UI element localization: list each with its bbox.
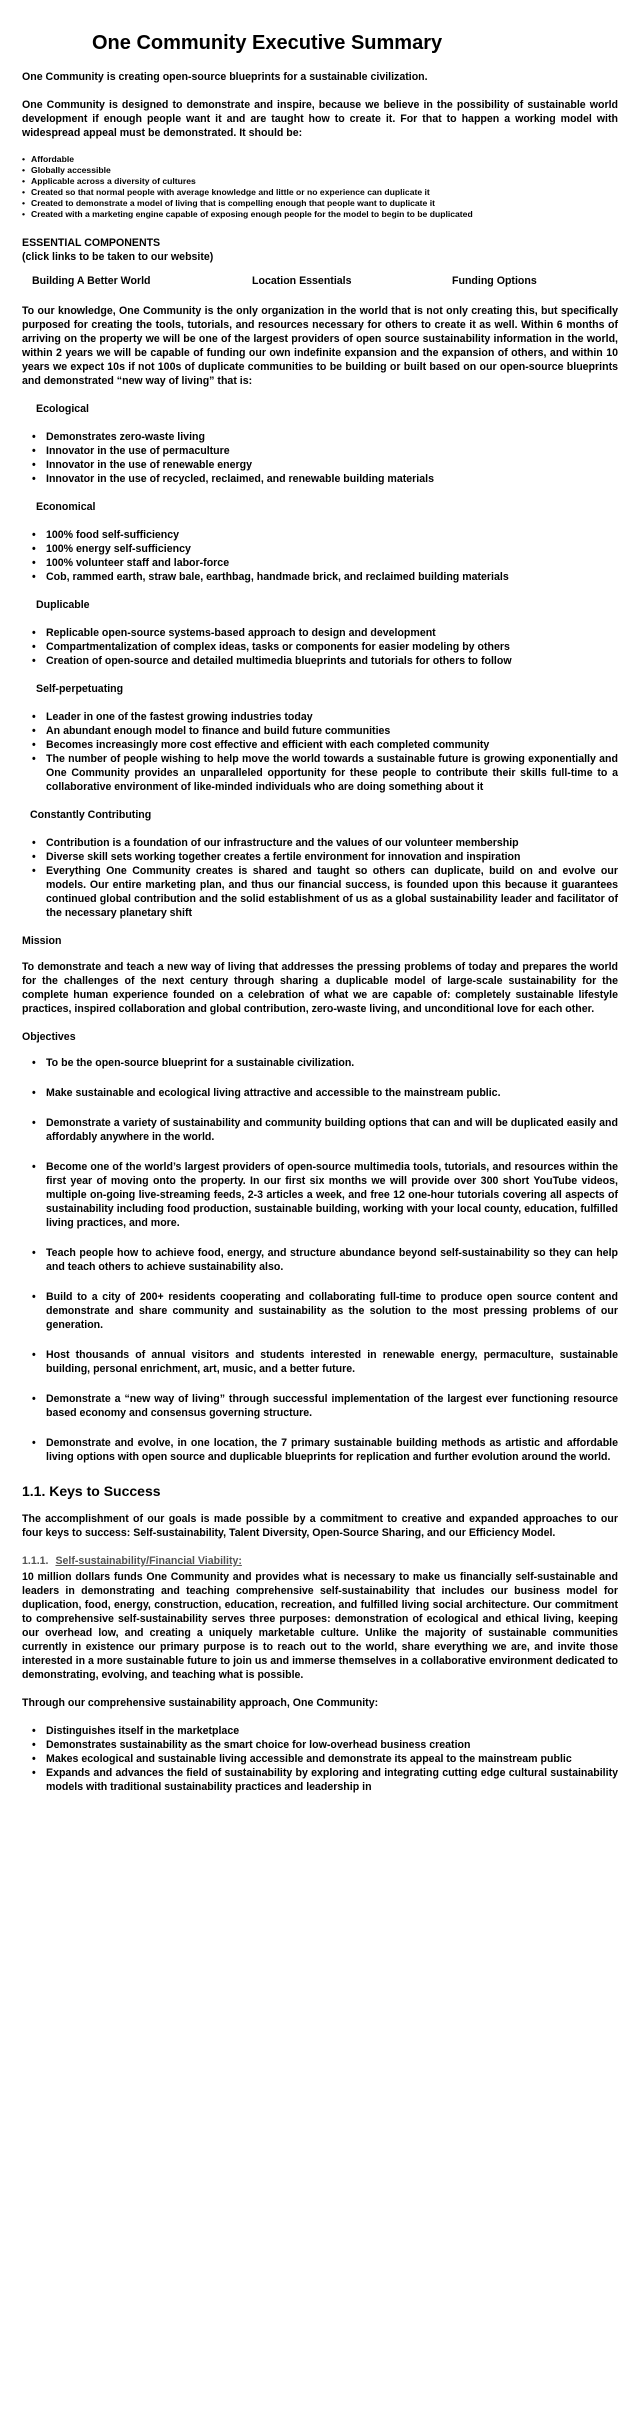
list-item: • Innovator in the use of permaculture — [32, 444, 618, 458]
link-building-a-better-world[interactable]: Building A Better World — [32, 275, 151, 287]
duplicable-heading: Duplicable — [36, 599, 90, 611]
self-perpetuating-list — [22, 710, 618, 794]
list-item: • An abundant enough model to finance and build future communities — [32, 724, 618, 738]
list-item: • The number of people wishing to help move the world towards a sustainable future is growing exponentially and One Community provides an unparalleled opportunity for these people to contribute their skills full-time to a collaborative environment of like-minded individuals who are doing something about it — [32, 752, 618, 794]
list-item: • Everything One Community creates is shared and taught so others can duplicate, build on and evolve our models. Our entire marketing plan, and thus our financial success, is founded upon this because it guarantees continued global contribution and the solid establishment of us as a global sustainability leader and facilitator of the necessary planetary shift — [32, 864, 618, 920]
list-item: • Affordable — [22, 154, 618, 165]
ecological-heading: Ecological — [36, 403, 89, 415]
economical-list — [22, 528, 618, 584]
self-sustainability-text: 10 million dollars funds One Community and provides what is necessary to make us financially self-sustainable and leaders in demonstrating and teaching comprehensive self-sustainability that includes our business model for duplication, food, energy, construction, education, recreation, and fulfilled living social architecture. Our commitment to comprehensive self-sustainability serves three purposes: demonstration of ecological and ethical living, keeping our overhead low, and creating a uniquely marketable culture. Unlike the majority of sustainable communities currently in existence our primary purpose is to reach out to the world, share everything we are, and invite those interested in a more sustainable future to join us and immerse themselves in a collaborative environment dedicated to demonstrating, evolving, and teaching what is possible. — [22, 1571, 618, 1681]
list-item: • Created to demonstrate a model of living that is compelling enough that people want to duplicate it — [22, 198, 618, 209]
constantly-contributing-heading: Constantly Contributing — [30, 809, 152, 821]
list-item: • To be the open-source blueprint for a sustainable civilization. — [32, 1056, 618, 1070]
document-title: One Community Executive Summary — [92, 32, 443, 54]
objectives-list — [22, 1056, 618, 1464]
list-item: • Expands and advances the field of sustainability by exploring and integrating cutting edge cultural sustainability models with traditional sustainability practices and leadership in — [32, 1766, 618, 1794]
list-item: • 100% volunteer staff and labor-force — [32, 556, 618, 570]
list-item: • Distinguishes itself in the marketplace — [32, 1724, 618, 1738]
essential-components-heading: ESSENTIAL COMPONENTS — [22, 237, 161, 249]
duplicable-list — [22, 626, 618, 668]
ecological-list — [22, 430, 618, 486]
list-item: • Demonstrate a “new way of living” through successful implementation of the largest ever functioning resource based economy and consensus governing structure. — [32, 1392, 618, 1420]
list-item: • Teach people how to achieve food, energy, and structure abundance beyond self-sustainability so they can help and teach others to achieve sustainability also. — [32, 1246, 618, 1274]
list-item: • Created so that normal people with average knowledge and little or no experience can duplicate it — [22, 187, 618, 198]
knowledge-paragraph: To our knowledge, One Community is the only organization in the world that is not only creating this, but specifically purposed for creating the tools, tutorials, and resources necessary for others to create it as well. Within 6 months of arriving on the property we will be one of the largest providers of open source sustainability information in the world, within 2 years we will be capable of funding our own indefinite expansion and the expansion of others, and within 10 years we expect 10s if not 100s of duplicate communities to be building or built based on our open-source blueprints and demonstrated “new way of living” that is: — [22, 305, 618, 387]
list-item: • Become one of the world’s largest providers of open-source multimedia tools, tutorials, and resources within the first year of moving onto the property. In our first six months we will provide over 300 short YouTube videos, multiple on-going live-streaming feeds, 2-3 articles a week, and free 12 one-hour tutorials covering all aspects of sustainability including food production, sustainable building, working with your local county, education, fulfilled living practices, and more. — [32, 1160, 618, 1230]
link-location-essentials[interactable]: Location Essentials — [252, 275, 352, 287]
list-item: • Demonstrates zero-waste living — [32, 430, 618, 444]
list-item: • Becomes increasingly more cost effective and efficient with each completed community — [32, 738, 618, 752]
should-be-list — [22, 154, 618, 220]
list-item: • Host thousands of annual visitors and students interested in renewable energy, permaculture, sustainable building, personal enrichment, art, music, and a better future. — [32, 1348, 618, 1376]
list-item: • Demonstrate a variety of sustainability and community building options that can and will be duplicated easily and affordably anywhere in the world. — [32, 1116, 618, 1144]
keys-intro: The accomplishment of our goals is made possible by a commitment to creative and expanded approaches to our four keys to success: Self-sustainability, Talent Diversity, Open-Source Sharing, and our Efficiency Model. — [22, 1513, 618, 1539]
list-item: • Make sustainable and ecological living attractive and accessible to the mainstream public. — [32, 1086, 618, 1100]
self-perpetuating-heading: Self-perpetuating — [36, 683, 124, 695]
intro-statement: One Community is creating open-source blueprints for a sustainable civilization. — [22, 71, 428, 83]
keys-to-success-heading: 1.1. Keys to Success — [22, 1483, 161, 1499]
mission-text: To demonstrate and teach a new way of living that addresses the pressing problems of today and prepares the world for the challenges of the next century through sharing a duplicable model of large-scale sustainability for the complete human experience founded on a celebration of what we are capable of: completely sustainable lifestyle practices, inspired collaboration and global contribution, zero-waste living, and unconditional love for each other. — [22, 961, 618, 1015]
list-item: • Innovator in the use of recycled, reclaimed, and renewable building materials — [32, 472, 618, 486]
objectives-heading: Objectives — [22, 1031, 76, 1043]
list-item: • Created with a marketing engine capable of exposing enough people for the model to begin to be duplicated — [22, 209, 618, 220]
list-item: • Demonstrate and evolve, in one location, the 7 primary sustainable building methods as artistic and affordable living options with open source and duplicable blueprints for replication and further evolution around the world. — [32, 1436, 618, 1464]
list-item: • Compartmentalization of complex ideas, tasks or components for easier modeling by others — [32, 640, 618, 654]
list-item: • Globally accessible — [22, 165, 618, 176]
constantly-contributing-list — [22, 836, 618, 920]
list-item: • Cob, rammed earth, straw bale, earthbag, handmade brick, and reclaimed building materials — [32, 570, 618, 584]
subsection-number: 1.1.1. — [22, 1555, 49, 1567]
list-item: • Demonstrates sustainability as the smart choice for low-overhead business creation — [32, 1738, 618, 1752]
list-item: • Build to a city of 200+ residents cooperating and collaborating full-time to produce open source content and demonstrate and share community and sustainability as the solution to the most pressing problems of our generation. — [32, 1290, 618, 1332]
list-item: • Applicable across a diversity of cultures — [22, 176, 618, 187]
list-item: • Leader in one of the fastest growing industries today — [32, 710, 618, 724]
economical-heading: Economical — [36, 501, 96, 513]
website-links — [32, 274, 618, 288]
approach-intro: Through our comprehensive sustainability approach, One Community: — [22, 1697, 379, 1709]
self-sustainability-subheading — [22, 1554, 618, 1568]
essential-components-subheading: (click links to be taken to our website) — [22, 251, 214, 263]
list-item: • 100% energy self-sufficiency — [32, 542, 618, 556]
list-item: • 100% food self-sufficiency — [32, 528, 618, 542]
link-funding-options[interactable]: Funding Options — [452, 275, 537, 287]
list-item: • Creation of open-source and detailed multimedia blueprints and tutorials for others to follow — [32, 654, 618, 668]
mission-heading: Mission — [22, 935, 62, 947]
list-item: • Diverse skill sets working together creates a fertile environment for innovation and inspiration — [32, 850, 618, 864]
list-item: • Contribution is a foundation of our infrastructure and the values of our volunteer membership — [32, 836, 618, 850]
list-item: • Makes ecological and sustainable living accessible and demonstrate its appeal to the mainstream public — [32, 1752, 618, 1766]
approach-list — [22, 1724, 618, 1794]
intro-paragraph: One Community is designed to demonstrate and inspire, because we believe in the possibility of sustainable world development if enough people want it and are taught how to create it. For that to happen a working model with widespread appeal must be demonstrated. It should be: — [22, 99, 618, 139]
list-item: • Replicable open-source systems-based approach to design and development — [32, 626, 618, 640]
subsection-title: Self-sustainability/Financial Viability: — [55, 1555, 242, 1567]
list-item: • Innovator in the use of renewable energy — [32, 458, 618, 472]
